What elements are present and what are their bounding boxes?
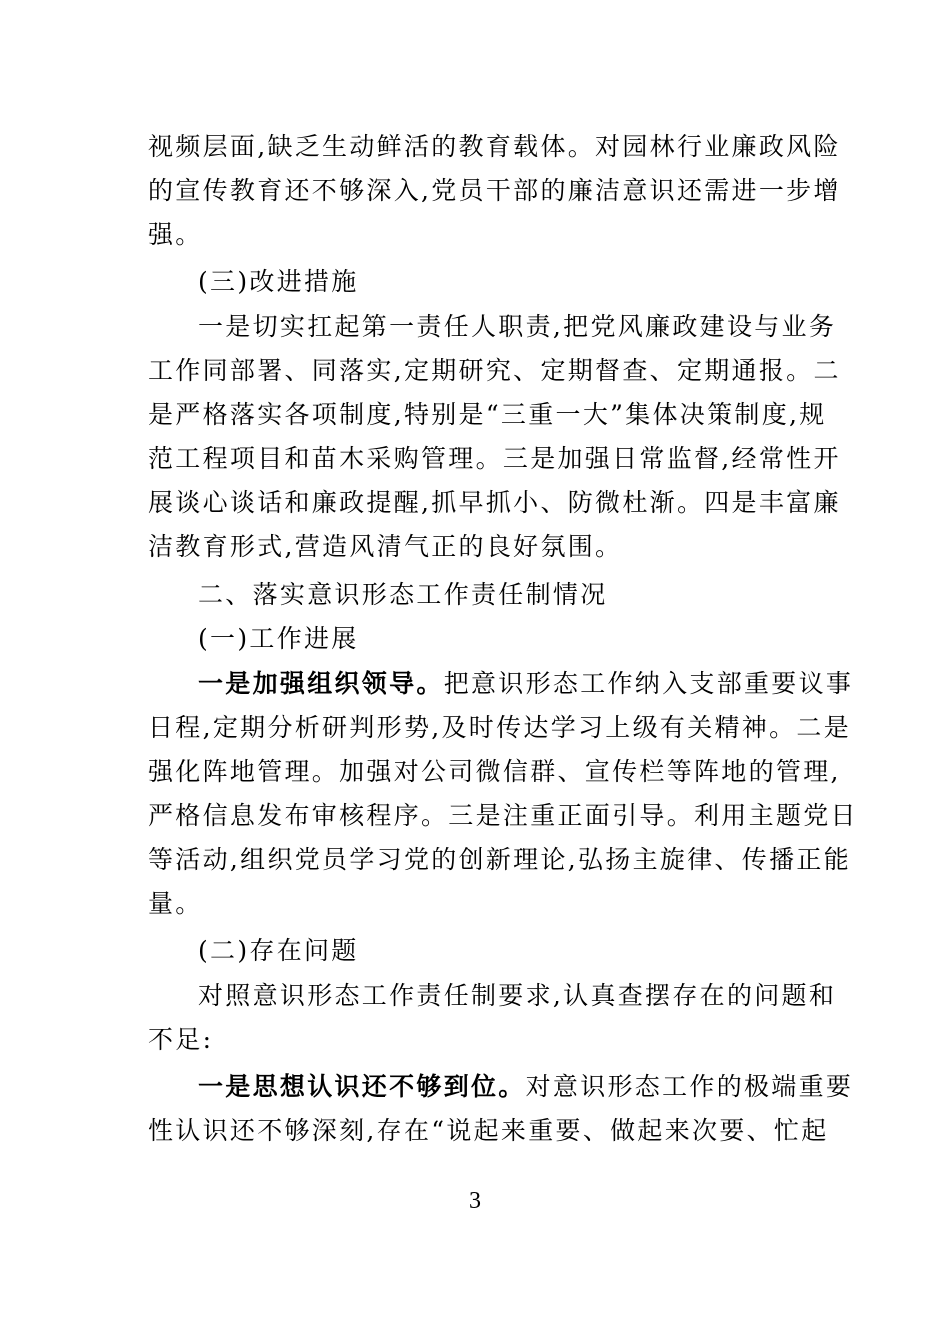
subheading: (三)改进措施 [198, 267, 359, 296]
body-line: 视频层面,缺乏生动鲜活的教育载体。对园林行业廉政风险 [148, 132, 841, 161]
body-line: 等活动,组织党员学习党的创新理论,弘扬主旋律、传播正能 [148, 845, 851, 874]
body-line: 工作同部署、同落实,定期研究、定期督查、定期通报。二 [148, 356, 841, 385]
page-number: 3 [469, 1188, 481, 1214]
body-line: 洁教育形式,营造风清气正的良好氛围。 [148, 532, 623, 561]
line-rest: 把意识形态工作纳入支部重要议事 [443, 669, 854, 698]
body-line: 的宣传教育还不够深入,党员干部的廉洁意识还需进一步增 [148, 176, 841, 205]
body-line: 日程,定期分析研判形势,及时传达学习上级有关精神。二是 [148, 713, 851, 742]
line-rest: 对意识形态工作的极端重要 [525, 1072, 854, 1101]
section-heading: 二、落实意识形态工作责任制情况 [198, 580, 608, 609]
body-line: 强化阵地管理。加强对公司微信群、宣传栏等阵地的管理, [148, 757, 841, 786]
body-line: 展谈心谈话和廉政提醒,抓早抓小、防微杜渐。四是丰富廉 [148, 488, 841, 517]
body-line [198, 1065, 854, 1109]
body-line: 性认识还不够深刻,存在“说起来重要、做起来次要、忙起 [148, 1116, 829, 1145]
body-line: 一是切实扛起第一责任人职责,把党风廉政建设与业务 [198, 312, 837, 341]
body-line [198, 662, 854, 706]
bold-lead: 一是加强组织领导。 [198, 669, 444, 698]
body-line: 范工程项目和苗木采购管理。三是加强日常监督,经常性开 [148, 444, 841, 473]
body-line: 严格信息发布审核程序。三是注重正面引导。利用主题党日 [148, 801, 858, 830]
body-line: 是严格落实各项制度,特别是“三重一大”集体决策制度,规 [148, 400, 827, 429]
subheading: (一)工作进展 [198, 624, 359, 653]
body-line: 强。 [148, 220, 203, 249]
body-line: 对照意识形态工作责任制要求,认真查摆存在的问题和 [198, 981, 837, 1010]
subheading: (二)存在问题 [198, 936, 359, 965]
body-line: 不足: [148, 1025, 214, 1054]
bold-lead: 一是思想认识还不够到位。 [198, 1072, 526, 1101]
body-line: 量。 [148, 889, 203, 918]
